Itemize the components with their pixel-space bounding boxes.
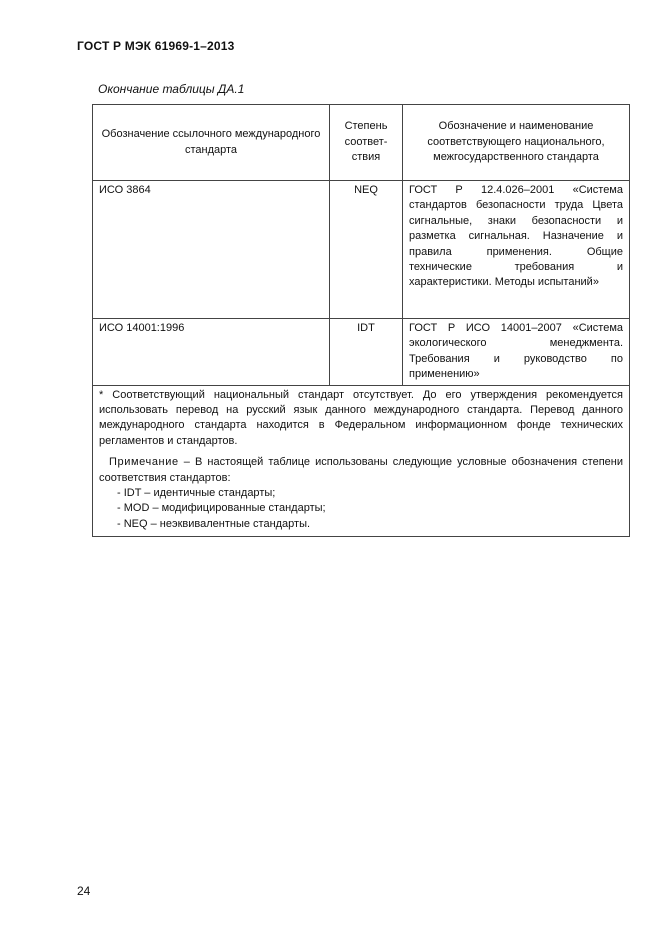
footnote-text: * Соответствующий национальный стандарт отсутствует. До его утверждения рекомендуется использовать перевод на русский язык данного международного стандарта. Перевод данного международного стандарта находится в Федеральном информационном фонде технических регламентов и стандартов. [99, 388, 623, 447]
national-standard-cell: ГОСТ Р 12.4.026–2001 «Система стандартов безопасности труда Цвета сигнальные, знаки безопасности и разметка сигнальная. Назначение и правила применения. Общие технические требования и характеристики. Методы испытаний» [403, 181, 630, 319]
abbreviation-list [99, 486, 623, 532]
list-item: - NEQ – неэквивалентные стандарты. [117, 517, 311, 530]
table-header-row [93, 105, 630, 181]
table-footer-cell [93, 385, 630, 537]
document-code-header: ГОСТ Р МЭК 61969-1–2013 [77, 39, 235, 53]
table-caption: Окончание таблицы ДА.1 [98, 82, 245, 96]
page-number: 24 [77, 884, 91, 898]
degree-cell: IDT [330, 319, 403, 386]
note-text: – В настоящей таблице использованы следующие условные обозначения степени соответствия стандартов: [99, 456, 623, 484]
note-paragraph [99, 455, 623, 486]
international-standard-cell: ИСО 14001:1996 [93, 319, 330, 386]
degree-cell: NEQ [330, 181, 403, 319]
note-label: Примечание [109, 456, 179, 469]
table-row [93, 181, 630, 319]
list-item: - MOD – модифицированные стандарты; [117, 502, 326, 515]
national-standard-cell: ГОСТ Р ИСО 14001–2007 «Система экологического менеджмента. Требования и руководство по применению» [403, 319, 630, 386]
column-header-international: Обозначение ссылочного международного стандарта [93, 105, 330, 181]
table-footer-row [93, 385, 630, 537]
standards-correspondence-table [92, 104, 630, 537]
list-item: - IDT – идентичные стандарты; [117, 487, 276, 500]
column-header-national: Обозначение и наименование соответствующего национального, межгосударственного стандарта [403, 105, 630, 181]
column-header-degree: Степень соответ-ствия [330, 105, 403, 181]
international-standard-cell: ИСО 3864 [93, 181, 330, 319]
table-row [93, 319, 630, 386]
